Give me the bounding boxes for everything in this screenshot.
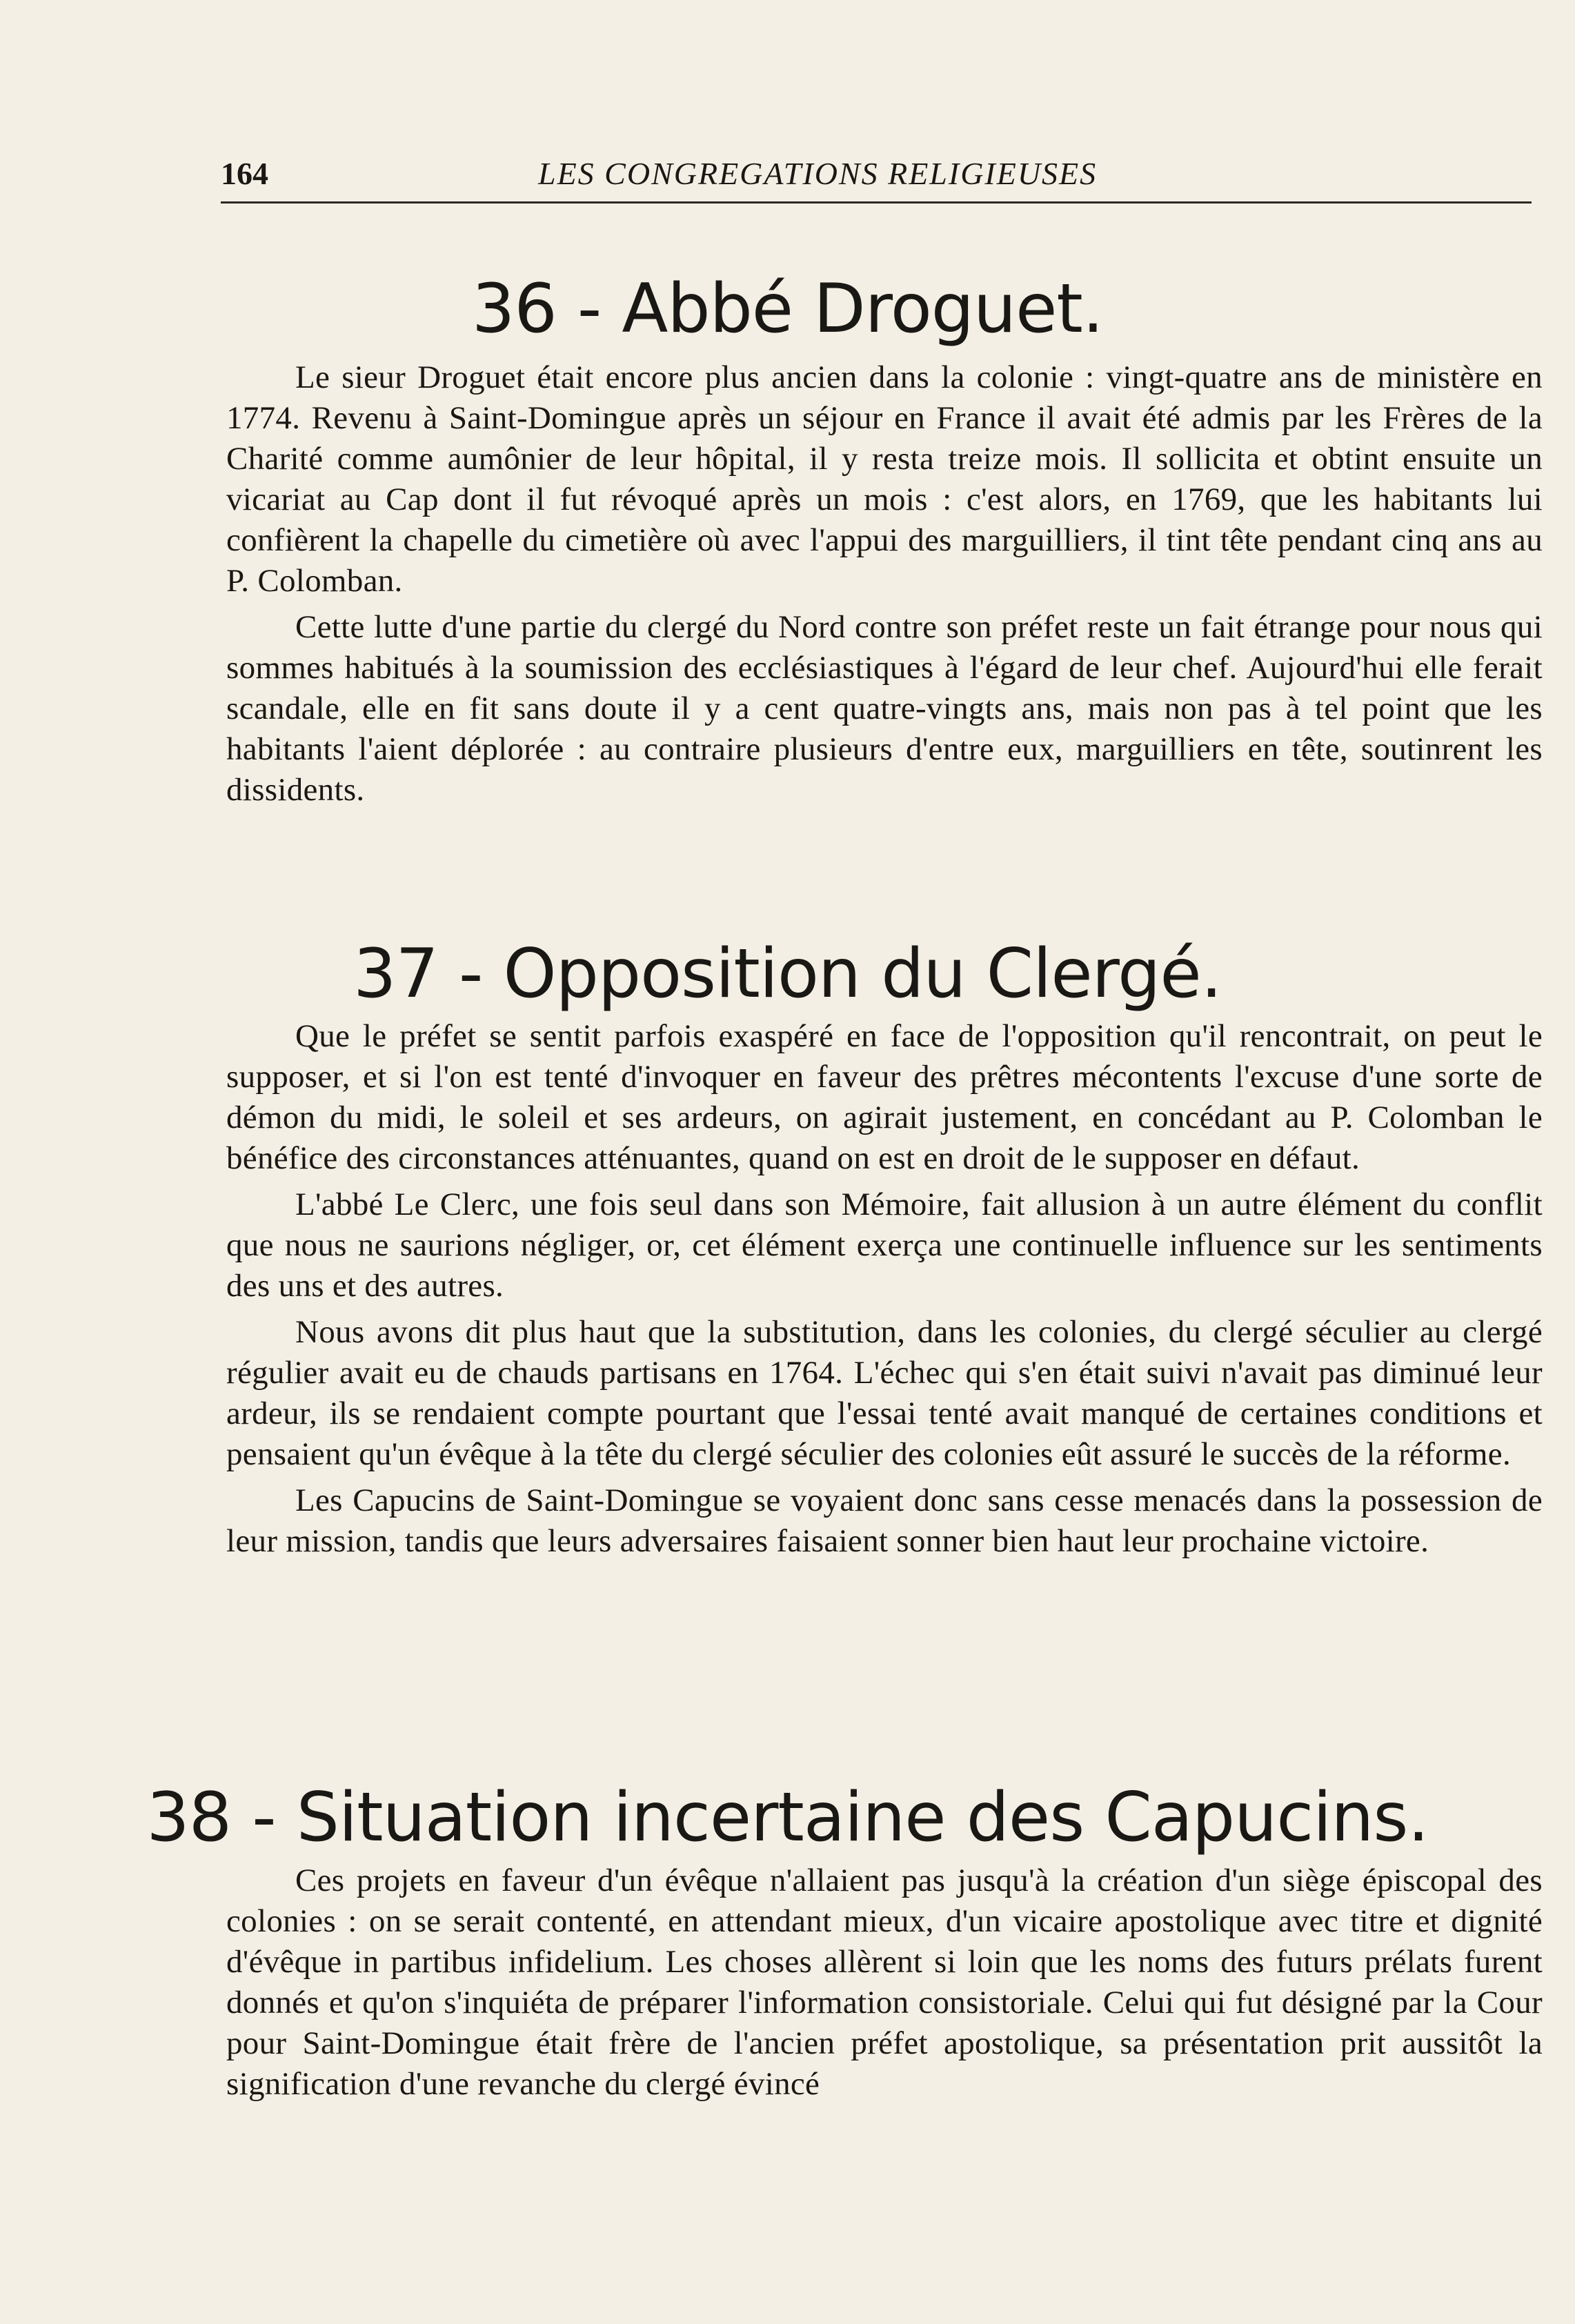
paragraph: Cette lutte d'une partie du clergé du Nord contre son préfet reste un fait étrange pour nous qui sommes habitués à la soumission des ecclésiastiques à l'égard de leur chef. Aujourd'hui elle ferait scandale, elle en fit sans doute il y a cent quatre-vingts ans, mais non pas à tel point que les habitants l'aient déplorée : au contraire plusieurs d'entre eux, marguilliers en tête, soutinrent les dissidents. <box>226 609 1543 808</box>
paragraph: L'abbé Le Clerc, une fois seul dans son Mémoire, fait allusion à un autre élément du conflit que nous ne saurions négliger, or, cet élément exerça une continuelle influence sur les sentiments des uns et des autres. <box>226 1186 1543 1304</box>
section-36-body <box>226 357 1543 811</box>
page-header <box>221 153 1532 203</box>
paragraph: Les Capucins de Saint-Domingue se voyaient donc sans cesse menacés dans la possession de leur mission, tandis que leurs adversaires faisaient sonner bien haut leur prochaine victoire. <box>226 1482 1543 1559</box>
paragraph: Le sieur Droguet était encore plus ancien dans la colonie : vingt-quatre ans de ministère en 1774. Revenu à Saint-Domingue après un séjour en France il avait été admis par les Frères de la Charité comme aumônier de leur hôpital, il y resta treize mois. Il sollicita et obtint ensuite un vicariat au Cap dont il fut révoqué après un mois : c'est alors, en 1769, que les habitants lui confièrent la chapelle du cimetière où avec l'appui des marguilliers, il tint tête pendant cinq ans au P. Colomban. <box>226 359 1543 599</box>
section-heading-38: 38 - Situation incertaine des Capucins. <box>146 1778 1429 1857</box>
running-title: LES CONGREGATIONS RELIGIEUSES <box>538 156 1098 191</box>
section-38-body <box>226 1860 1543 2105</box>
section-heading-37: 37 - Opposition du Clergé. <box>353 935 1222 1013</box>
paragraph: Que le préfet se sentit parfois exaspéré en face de l'opposition qu'il rencontrait, on peut le supposer, et si l'on est tenté d'invoquer en faveur des prêtres mécontents l'excuse d'une sorte de démon du midi, le soleil et ses ardeurs, on agirait justement, en concédant au P. Colomban le bénéfice des circonstances atténuantes, quand on est en droit de le supposer en défaut. <box>226 1018 1543 1176</box>
section-37-body <box>226 1016 1543 1562</box>
paragraph: Ces projets en faveur d'un évêque n'allaient pas jusqu'à la création d'un siège épiscopal des colonies : on se serait contenté, en attendant mieux, d'un vicaire apostolique avec titre et dignité d'évêque in partibus infidelium. Les choses allèrent si loin que les noms des futurs prélats furent donnés et qu'on s'inquiéta de préparer l'information consistoriale. Celui qui fut désigné par la Cour pour Saint-Domingue était frère de l'ancien préfet apostolique, sa présentation prit aussitôt la signification d'une revanche du clergé évincé <box>226 1863 1543 2102</box>
page-number: 164 <box>221 156 268 191</box>
paragraph: Nous avons dit plus haut que la substitution, dans les colonies, du clergé séculier au clergé régulier avait eu de chauds partisans en 1764. L'échec qui s'en était suivi n'avait pas diminué leur ardeur, ils se rendaient compte pourtant que l'essai tenté avait manqué de certaines conditions et pensaient qu'un évêque à la tête du clergé séculier des colonies eût assuré le succès de la réforme. <box>226 1314 1543 1472</box>
section-heading-36: 36 - Abbé Droguet. <box>471 270 1103 348</box>
